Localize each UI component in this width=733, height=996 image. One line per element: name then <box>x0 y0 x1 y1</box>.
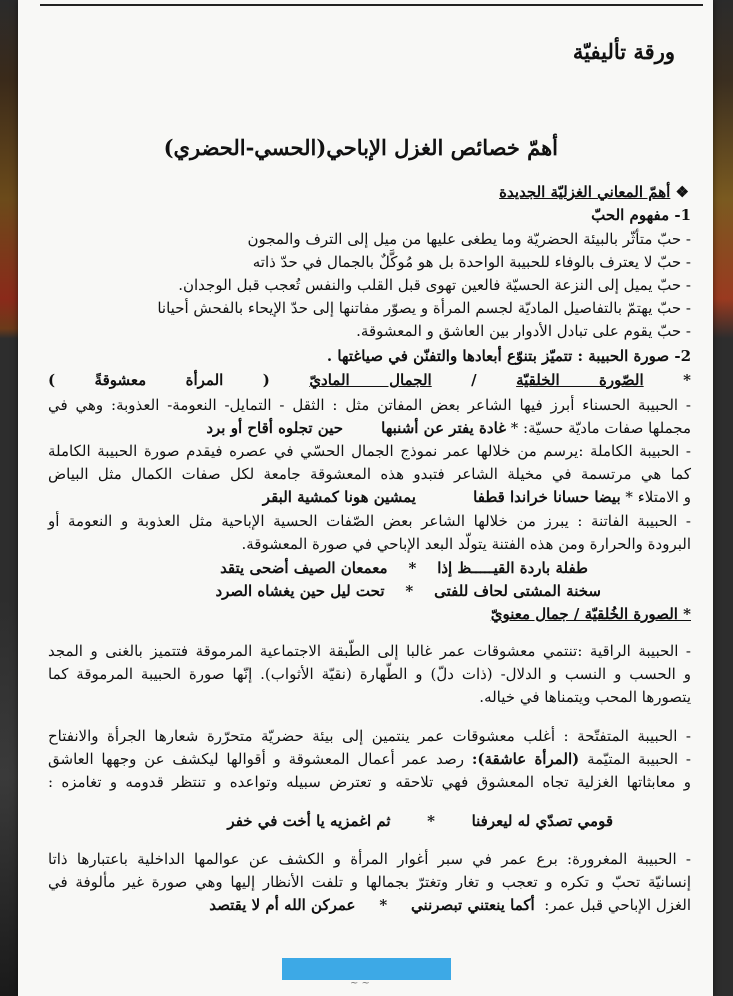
section-heading-text: أهمّ المعاني الغزليّة الجديدة <box>499 183 671 201</box>
p2-verse-a: بيضا حسانا خراندا قطفا <box>473 488 621 506</box>
p6-line-2: و معابثاتها الغزلية تجاه المعشوق فهي تلاحقه و تعترض سبيله وتواعده و تنتظر قدومه و تغامزه : <box>48 773 691 791</box>
p2-line-3 <box>263 487 691 507</box>
p7-line-3-text: الغزل الإباحي قبل عمر: <box>544 896 691 914</box>
p4-line-1: - الحبيبة الراقية :تنتمي معشوقات عمر غالبا إلى الطّبقة الاجتماعية المرموقة فتتميز بالغنى و المجد <box>48 642 691 660</box>
paren-close: ) <box>48 371 56 389</box>
main-title: أهمّ خصائص الغزل الإباحي(الحسي-الحضري) <box>163 135 558 160</box>
p1-verse-b: حين تجلوه أقاح أو برد <box>206 419 344 437</box>
p7-line-2: إنسانيّة تحبّ و تكره و تعجب و تغار وتغترّ بجمالها و تلفت الأنظار إليها وهي صورة غير مألوفة في <box>48 873 691 891</box>
p6-line-1 <box>48 749 691 769</box>
footer-stamp: ~ ~ <box>350 978 370 989</box>
verse-3-star: * <box>427 812 436 830</box>
p2-verse-b: يمشين هونا كمشية البقر <box>262 488 416 506</box>
p7-verse-star: * <box>379 896 388 914</box>
p2-line-1: - الحبيبة الكاملة :يرسم من خلالها عمر نموذج الجمال الحسّي في عصره فيقدم صورة الحبيبة الكاملة <box>48 442 691 460</box>
p7-verse-a: أكما ينعتني تبصرنني <box>411 896 535 914</box>
p1-line-2-text: مجملها صفات ماديّة حسيّة: * <box>510 419 691 437</box>
verse-2 <box>215 581 601 601</box>
p5-line-1: - الحبيبة المتفتّحة : أغلب معشوقات عمر ينتمين إلى بيئة حضريّة متحرّرة شعارها الجرأة والانفتاح <box>48 727 691 745</box>
s1-line-4: - حبّ يهتمّ بالتفاصيل الماديّة لجسم المرأة و يصوّر مفاتنها إلى حدّ الإيحاء بالفحش أحيانا <box>157 299 691 317</box>
p2-line-3-text: و الامتلاء * <box>625 488 691 506</box>
verse-2-star: * <box>405 582 414 600</box>
verse-2-b: تحت ليل حين يغشاه الصرد <box>215 582 385 600</box>
star: * <box>683 371 691 389</box>
p4-line-2: و الحسب و النسب و الدلال- (ذات دلّ) و الطّهارة (نقيّة الأثواب). إنّها صورة الحبيبة المرموقة كما <box>48 665 691 683</box>
verse-2-a: سخنة المشتى لحاف للفتى <box>434 582 601 600</box>
p3-line-2: البرودة والحرارة ومن هذه الفتنة يتولّد البعد الإباحي في صورة المعشوقة. <box>241 535 691 553</box>
verse-1-star: * <box>408 559 417 577</box>
p7-line-1: - الحبيبة المغرورة: برع عمر في سبر أغوار المرأة و الكشف عن عوالمها الداخلية باعتبارها ذاتا <box>48 850 691 868</box>
s1-line-1: - حبّ متأثّر بالبيئة الحضريّة وما يطغى عليها من ميل إلى الترف والمجون <box>247 230 691 248</box>
p7-line-3 <box>209 895 691 915</box>
document-page <box>18 0 713 996</box>
s1-line-5: - حبّ يقوم على تبادل الأدوار بين العاشق و المعشوقة. <box>356 322 691 340</box>
p6-rest: رصد عمر أعمال المعشوقة و أقوالها ليكشف عن وجهها العاشق <box>48 750 465 768</box>
verse-3-a: قومي تصدّي له ليعرفنا <box>471 812 613 830</box>
verse-1-a: طفلة باردة القيـــــظ إذا <box>437 559 588 577</box>
p1-verse-a: غادة يفتر عن أشنبها <box>381 419 506 437</box>
p1-line-2 <box>206 418 691 438</box>
p4-line-3: يتصورها المحب ويتمناها في خياله. <box>479 688 691 706</box>
physical-heading-b: الجمال الماديّ <box>309 371 432 389</box>
blue-highlight-bar[interactable] <box>282 958 451 980</box>
p3-line-1: - الحبيبة الفاتنة : يبرز من خلالها الشاعر بعض الصّفات الحسية الإباحية مثل العذوبة و النعومة أو <box>48 512 691 530</box>
physical-heading-a: الصّورة الخلقيّة <box>516 371 644 389</box>
slash: / <box>471 371 477 389</box>
physical-heading-d: معشوقةً <box>94 371 147 389</box>
top-rule <box>40 4 703 6</box>
verse-3-b: ثم اغمزيه يا أخت في خفر <box>227 812 391 830</box>
p7-verse-b: عمركن الله أم لا يقتصد <box>209 896 356 914</box>
paren-open: ( <box>262 371 270 389</box>
s1-title: 1- مفهوم الحبّ <box>591 206 691 224</box>
s2-title: 2- صورة الحبيبة : تتميّز بتنوّع أبعادها والتفنّن في صياغتها . <box>326 347 691 365</box>
s1-line-3: - حبّ يميل إلى النزعة الحسيّة فالعين تهوى قبل القلب والنفس تُعجب قبل الوجدان. <box>178 276 691 294</box>
physical-heading-c: المرأة <box>185 371 224 389</box>
section-heading: ❖ أهمّ المعاني الغزليّة الجديدة <box>499 183 689 201</box>
s1-line-2: - حبّ لا يعترف بالوفاء للحبيبة الواحدة بل هو مُوكَّلٌ بالجمال في حدّ ذاته <box>252 253 691 271</box>
p6-label: - الحبيبة المتيّمة <box>587 750 691 768</box>
verse-3 <box>227 811 613 831</box>
p2-line-2: كما هي مرتسمة في مخيلة الشاعر فتبدو هذه المعشوقة جامعة لكل صفات الكمال مثل البياض <box>48 465 691 483</box>
sheet-title: ورقة تأليفيّة <box>572 39 675 64</box>
moral-heading: * الصورة الخُلقيّة / جمال معنويّ <box>490 605 691 623</box>
right-background-edge <box>711 0 733 996</box>
p1-line-1: - الحبيبة الحسناء أبرز فيها الشاعر بعض المفاتن مثل : الثقل - التمايل- النعومة- العذوبة: وهي في <box>48 396 691 414</box>
physical-heading <box>48 370 691 390</box>
verse-1 <box>220 558 588 578</box>
verse-1-b: معمعان الصيف أضحى يتقد <box>220 559 388 577</box>
p6-bold: (المرأة عاشقة): <box>471 750 580 768</box>
